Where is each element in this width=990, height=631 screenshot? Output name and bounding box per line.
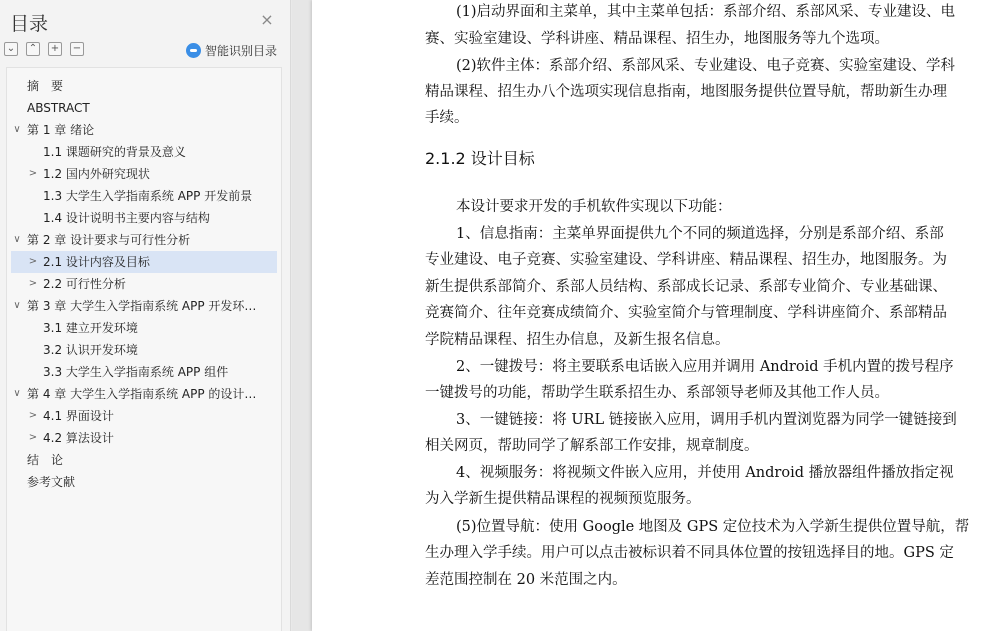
toc-sidebar: [0, 0, 291, 631]
paragraph-line: 为入学新生提供精品课程的视频预览服务。: [425, 491, 701, 507]
paragraph-line: 生办理入学手续。用户可以点击被标识着不同具体位置的按钮选择目的地。GPS 定: [425, 545, 954, 561]
paragraph-line: 精品课程、招生办八个选项实现信息指南，地图服务提供位置导航，帮助新生办理: [425, 84, 947, 100]
toc-item[interactable]: [7, 295, 281, 317]
toc-item-label: 3.2 认识开发环境: [43, 343, 138, 357]
remove-heading-button[interactable]: −: [70, 42, 84, 56]
toc-item-label: 第 4 章 大学生入学指南系统 APP 的设计…: [27, 387, 257, 401]
chevron-right-icon[interactable]: >: [28, 278, 38, 289]
toc-item[interactable]: [7, 97, 281, 119]
toc-item[interactable]: [7, 361, 281, 383]
toc-item-label: 3.1 建立开发环境: [43, 321, 138, 335]
chevron-right-icon[interactable]: >: [28, 432, 38, 443]
paragraph-line: 2、一键拨号：将主要联系电话嵌入应用并调用 Android 手机内置的拨号程序: [456, 359, 954, 375]
toc-panel: [6, 67, 282, 631]
toc-item[interactable]: [7, 383, 281, 405]
paragraph-line: 3、一键链接：将 URL 链接嵌入应用，调用手机内置浏览器为同学一键链接到: [456, 412, 957, 428]
toc-item-label: 结 论: [27, 453, 64, 467]
toc-item-label: 3.3 大学生入学指南系统 APP 组件: [43, 365, 229, 379]
paragraph-line: 4、视频服务：将视频文件嵌入应用，并使用 Android 播放器组件播放指定视: [456, 465, 954, 481]
chevron-right-icon[interactable]: >: [28, 256, 38, 267]
add-heading-button[interactable]: +: [48, 42, 62, 56]
toc-item-label: 第 3 章 大学生入学指南系统 APP 开发环…: [27, 299, 257, 313]
toc-item-label: 1.4 设计说明书主要内容与结构: [43, 211, 210, 225]
collapse-all-button[interactable]: ⌄: [4, 42, 18, 56]
smart-toc-label: 智能识别目录: [205, 44, 278, 58]
toc-item[interactable]: [7, 449, 281, 471]
chevron-right-icon[interactable]: >: [28, 168, 38, 179]
toc-item-label: 4.2 算法设计: [43, 431, 114, 445]
toc-item[interactable]: [7, 75, 281, 97]
toc-item-selected[interactable]: [11, 251, 277, 273]
paragraph-line: (2)软件主体：系部介绍、系部风采、专业建设、电子竞赛、实验室建设、学科: [456, 58, 956, 74]
paragraph-line: 竞赛简介、往年竞赛成绩简介、实验室简介与管理制度、学科讲座简介、系部精品: [425, 305, 947, 321]
toc-item[interactable]: [7, 207, 281, 229]
chevron-down-icon[interactable]: ∨: [13, 124, 21, 135]
toc-item[interactable]: [7, 185, 281, 207]
paragraph-line: 1、信息指南：主菜单界面提供九个不同的频道选择，分别是系部介绍、系部: [456, 226, 944, 242]
paragraph-line: 手续。: [425, 110, 469, 126]
toc-item[interactable]: [7, 273, 281, 295]
toc-item-label: 摘 要: [27, 79, 64, 93]
toc-item[interactable]: [7, 317, 281, 339]
chevron-down-icon[interactable]: ∨: [13, 234, 21, 245]
chevron-down-icon[interactable]: ∨: [13, 388, 21, 399]
toc-item[interactable]: [7, 405, 281, 427]
paragraph-line: 一键拨号的功能，帮助学生联系招生办、系部领导老师及其他工作人员。: [425, 385, 889, 401]
toc-item-label: 参考文献: [27, 475, 76, 489]
paragraph-line: (1)启动界面和主菜单，其中主菜单包括：系部介绍、系部风采、专业建设、电: [456, 4, 956, 20]
toc-item[interactable]: [7, 471, 281, 493]
toc-item[interactable]: [7, 229, 281, 251]
toc-item-label: 第 1 章 绪论: [27, 123, 95, 137]
toc-item[interactable]: [7, 119, 281, 141]
toc-item[interactable]: [7, 163, 281, 185]
toc-item[interactable]: [7, 141, 281, 163]
toc-item-label: 1.1 课题研究的背景及意义: [43, 145, 186, 159]
toc-item[interactable]: [7, 427, 281, 449]
sidebar-title: 目录: [10, 13, 49, 35]
paragraph-line: 赛、实验室建设、学科讲座、精品课程、招生办，地图服务等九个选项。: [425, 31, 889, 47]
chevron-down-icon[interactable]: ∨: [13, 300, 21, 311]
close-icon[interactable]: ×: [260, 10, 274, 29]
toc-item-label: 2.1 设计内容及目标: [43, 255, 150, 269]
toc-list: [7, 75, 281, 493]
smart-toc-button[interactable]: [186, 42, 277, 59]
expand-all-button[interactable]: ⌃: [26, 42, 40, 56]
toc-item-label: 2.2 可行性分析: [43, 277, 126, 291]
paragraph-line: 相关网页，帮助同学了解系部工作安排，规章制度。: [425, 438, 759, 454]
toc-item-label: ABSTRACT: [27, 101, 90, 115]
paragraph-line: 新生提供系部简介、系部人员结构、系部成长记录、系部专业简介、专业基础课、: [425, 279, 947, 295]
chevron-right-icon[interactable]: >: [28, 410, 38, 421]
paragraph-line: 学院精品课程、招生办信息，及新生报名信息。: [425, 332, 730, 348]
document-page[interactable]: [312, 0, 990, 631]
toc-item-label: 第 2 章 设计要求与可行性分析: [27, 233, 191, 247]
paragraph-line: (5)位置导航：使用 Google 地图及 GPS 定位技术为入学新生提供位置导航，帮: [456, 519, 970, 535]
paragraph-line: 专业建设、电子竞赛、实验室建设、学科讲座、精品课程、招生办，地图服务。为: [425, 252, 947, 268]
toc-toolbar: [4, 42, 84, 58]
toc-item[interactable]: [7, 339, 281, 361]
paragraph-line: 差范围控制在 20 米范围之内。: [425, 572, 627, 588]
section-heading: 2.1.2 设计目标: [425, 149, 535, 168]
toc-item-label: 1.2 国内外研究现状: [43, 167, 150, 181]
paragraph-line: 本设计要求开发的手机软件实现以下功能：: [456, 199, 732, 215]
toc-item-label: 4.1 界面设计: [43, 409, 114, 423]
toc-item-label: 1.3 大学生入学指南系统 APP 开发前景: [43, 189, 253, 203]
smart-toc-icon: [186, 43, 201, 58]
